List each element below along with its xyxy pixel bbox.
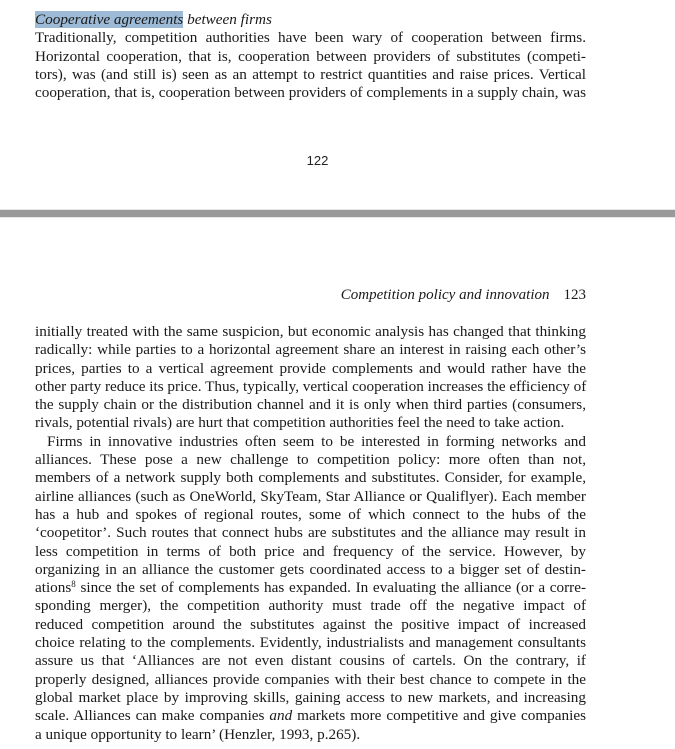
text-line: organizing in an alliance the customer gets coordinated access to a bigger set of destin- — [35, 560, 586, 578]
running-head-title: Competition policy and innovation — [340, 287, 550, 303]
page-divider — [0, 209, 675, 218]
page-number: 123 — [563, 287, 586, 303]
text-line: other party reduce its price. Thus, typically, vertical cooperation increases the efficiency of — [35, 377, 587, 395]
text-line: global market place by improving skills, gaining access to new markets, and increasing — [35, 688, 586, 706]
emphasis-text: and — [269, 707, 293, 725]
running-head — [341, 287, 586, 304]
text-line: less competition in terms of both price and frequency of the service. However, by — [35, 542, 586, 560]
text-line: members of a network supply both complements and substitutes. Consider, for example, — [35, 469, 586, 487]
text-line: alliances. These pose a new challenge to competition policy: more often than not, — [35, 451, 586, 469]
text-line: assure us that ‘Alliances are not even distant cousins of cartels. On the contrary, if — [35, 652, 586, 670]
text-line: cooperation, that is, cooperation between providers of complements in a supply chain, was — [35, 84, 586, 102]
text-line-with-footnote: ations$^8$ since the set of complements has expanded. In evaluating the alliance (or a corre- — [35, 579, 586, 597]
section-heading: Cooperative agreements between firms — [35, 11, 272, 28]
text-line: a unique opportunity to learn’ (Henzler, 1993, p.265). — [35, 725, 361, 743]
text-line: Traditionally, competition authorities have been wary of cooperation between firms. — [35, 29, 586, 47]
text-line: Firms in innovative industries often seem to be interested in forming networks and — [47, 432, 586, 450]
page-123-text — [35, 323, 586, 744]
text-line: rivals, potential rivals) are hurt that competition authorities feel the need to take action. — [35, 414, 565, 432]
text-line: reduced competition around the substitutes against the positive impact of increased — [35, 615, 586, 633]
text-line: ‘coopetitor’. Such routes that connect hubs are substitutes and the alliance may result in — [35, 524, 586, 542]
text-line: sponding merger), the competition authority must trade off the negative impact of — [35, 597, 586, 615]
text-line: properly designed, alliances provide companies with their best chance to compete in the — [35, 670, 586, 688]
text-line: has a hub and spokes of regional routes, some of which connect to the hubs of the — [35, 505, 586, 523]
page-122 — [0, 0, 675, 209]
page-divider-bar — [0, 210, 675, 217]
text-line: tors), was (and still is) seen as an attempt to restrict quantities and raise prices. Vertical — [35, 65, 586, 83]
text-line: initially treated with the same suspicion, but economic analysis has changed that thinking — [35, 323, 586, 340]
page-number: 122 — [306, 153, 329, 168]
selected-text-highlight[interactable]: Cooperative agreements — [35, 11, 184, 28]
text-line: the supply chain or the distribution channel and it is only when third parties (consumers, — [35, 396, 586, 414]
text-line: airline alliances (such as OneWorld, SkyTeam, Star Alliance or Qualiflyer). Each member — [35, 487, 586, 505]
text-line: choice relating to the complements. Evidently, industrialists and management consultants — [35, 634, 586, 652]
footnote-marker[interactable]: 8 — [71, 579, 76, 590]
text-line: Horizontal cooperation, that is, cooperation between providers of substitutes (competi- — [35, 47, 586, 65]
text-line-with-emphasis: scale. Alliances can make companies and markets more competitive and give companies — [35, 707, 586, 725]
text-line: radically: while parties to a horizontal agreement share an interest in raising each other’s — [35, 341, 586, 359]
text-line: prices, parties to a vertical agreement provide complements and would rather have the — [35, 359, 586, 377]
page-122-text — [35, 11, 586, 102]
